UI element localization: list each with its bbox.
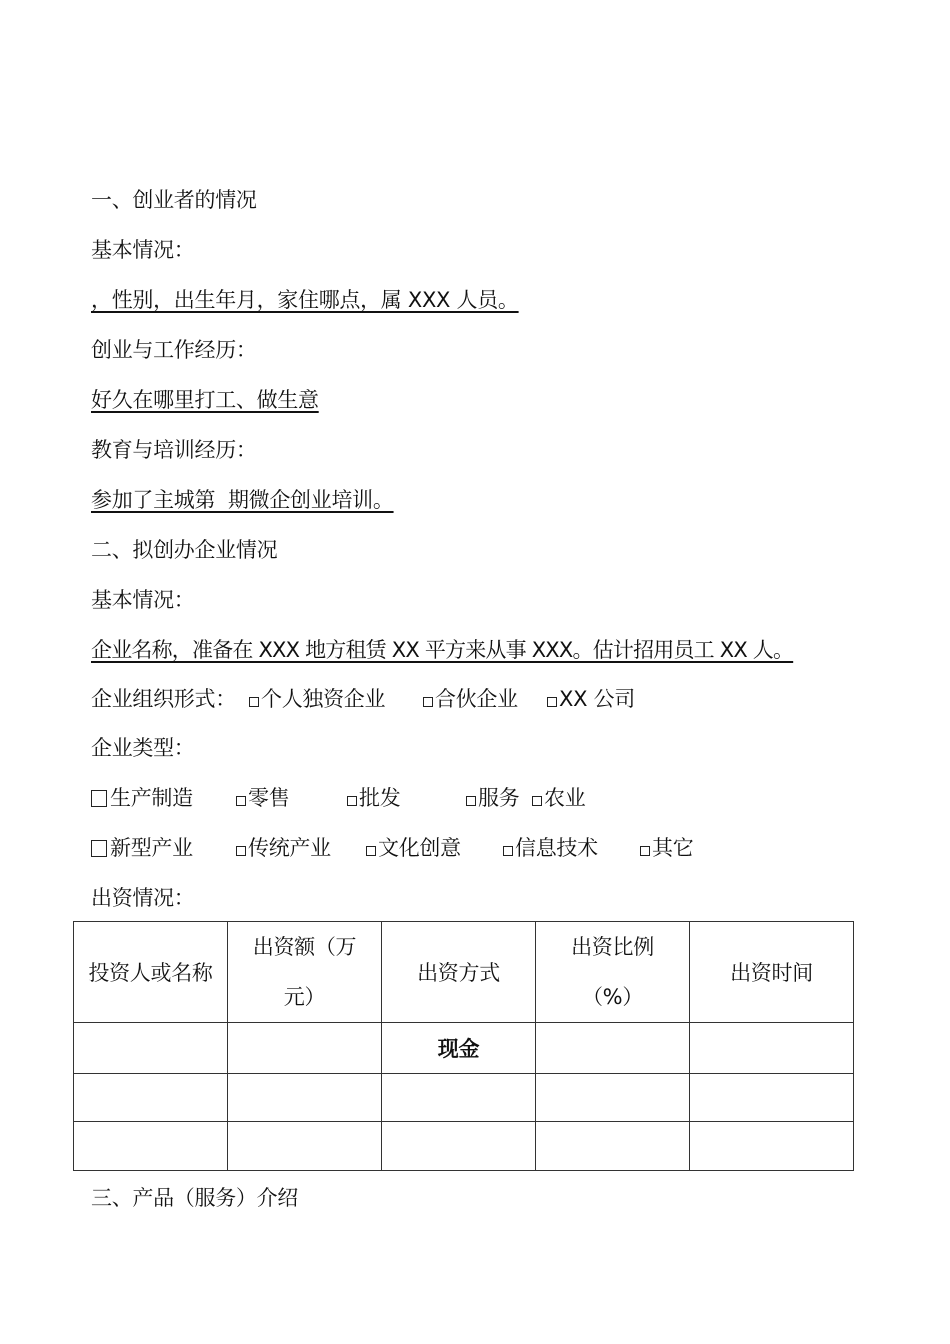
checkbox-icon[interactable]	[249, 697, 259, 707]
org-option-company[interactable]: XX 公司	[547, 684, 635, 714]
checkbox-icon[interactable]	[347, 796, 357, 806]
header-method: 出资方式	[382, 922, 536, 1023]
section1-basic-text: ，性别，出生年月，家住哪点，属 XXX 人员。	[91, 288, 519, 312]
section1-basic-label: 基本情况：	[91, 238, 195, 262]
table-cell[interactable]	[228, 1023, 382, 1074]
business-type-label: 企业类型：	[91, 736, 195, 760]
table-cell[interactable]	[228, 1074, 382, 1122]
type-option-traditional-industry[interactable]: 传统产业	[236, 833, 331, 863]
checkbox-icon[interactable]	[366, 846, 376, 856]
section1-edu-label: 教育与培训经历：	[91, 438, 257, 462]
table-cell[interactable]	[74, 1023, 228, 1074]
table-row	[74, 1122, 854, 1171]
table-cell[interactable]	[382, 1122, 536, 1171]
section2-basic-text: 企业名称，准备在 XXX 地方租赁 XX 平方来从事 XXX。估计招用员工 XX 人。	[91, 638, 794, 662]
org-option-partnership[interactable]: 合伙企业	[423, 684, 518, 714]
table-header-row	[74, 922, 854, 1023]
type-option-service[interactable]: 服务	[466, 783, 519, 813]
investment-table	[73, 921, 854, 1171]
table-row	[74, 1023, 854, 1074]
table-cell[interactable]	[536, 1023, 690, 1074]
table-cell[interactable]	[228, 1122, 382, 1171]
checkbox-icon[interactable]	[91, 790, 107, 807]
section1-edu-text: 参加了主城第 期微企创业培训。	[91, 488, 394, 512]
header-amount: 出资额（万 元）	[228, 922, 382, 1023]
type-option-cultural-creative[interactable]: 文化创意	[366, 833, 461, 863]
table-cell[interactable]	[690, 1074, 854, 1122]
section2-title: 二、拟创办企业情况	[91, 538, 278, 562]
type-option-manufacturing[interactable]: 生产制造	[91, 783, 193, 813]
header-ratio: 出资比例 （%）	[536, 922, 690, 1023]
table-cell[interactable]	[382, 1074, 536, 1122]
section1-title: 一、创业者的情况	[91, 188, 257, 212]
section1-work-label: 创业与工作经历：	[91, 338, 257, 362]
table-cell-method[interactable]: 现金	[382, 1023, 536, 1074]
type-option-other[interactable]: 其它	[640, 833, 693, 863]
checkbox-icon[interactable]	[547, 697, 557, 707]
table-cell[interactable]	[74, 1122, 228, 1171]
checkbox-icon[interactable]	[503, 846, 513, 856]
checkbox-icon[interactable]	[423, 697, 433, 707]
table-cell[interactable]	[536, 1074, 690, 1122]
checkbox-icon[interactable]	[532, 796, 542, 806]
type-option-agriculture[interactable]: 农业	[532, 783, 585, 813]
header-time: 出资时间	[690, 922, 854, 1023]
table-cell[interactable]	[690, 1122, 854, 1171]
business-type-row-1	[91, 783, 851, 813]
section2-basic-label: 基本情况：	[91, 588, 195, 612]
section1-work-text: 好久在哪里打工、做生意	[91, 388, 319, 412]
checkbox-icon[interactable]	[466, 796, 476, 806]
org-form-row	[91, 684, 851, 714]
type-option-information-technology[interactable]: 信息技术	[503, 833, 598, 863]
type-option-retail[interactable]: 零售	[236, 783, 289, 813]
business-type-row-2	[91, 833, 851, 863]
checkbox-icon[interactable]	[640, 846, 650, 856]
type-option-new-industry[interactable]: 新型产业	[91, 833, 193, 863]
section3-title: 三、产品（服务）介绍	[91, 1186, 298, 1210]
table-cell[interactable]	[74, 1074, 228, 1122]
investment-label: 出资情况：	[91, 886, 195, 910]
org-form-label: 企业组织形式：	[91, 687, 236, 711]
table-cell[interactable]	[690, 1023, 854, 1074]
org-option-sole[interactable]: 个人独资企业	[249, 684, 385, 714]
table-cell[interactable]	[536, 1122, 690, 1171]
checkbox-icon[interactable]	[236, 796, 246, 806]
checkbox-icon[interactable]	[236, 846, 246, 856]
type-option-wholesale[interactable]: 批发	[347, 783, 400, 813]
table-row	[74, 1074, 854, 1122]
header-investor: 投资人或名称	[74, 922, 228, 1023]
checkbox-icon[interactable]	[91, 840, 107, 857]
